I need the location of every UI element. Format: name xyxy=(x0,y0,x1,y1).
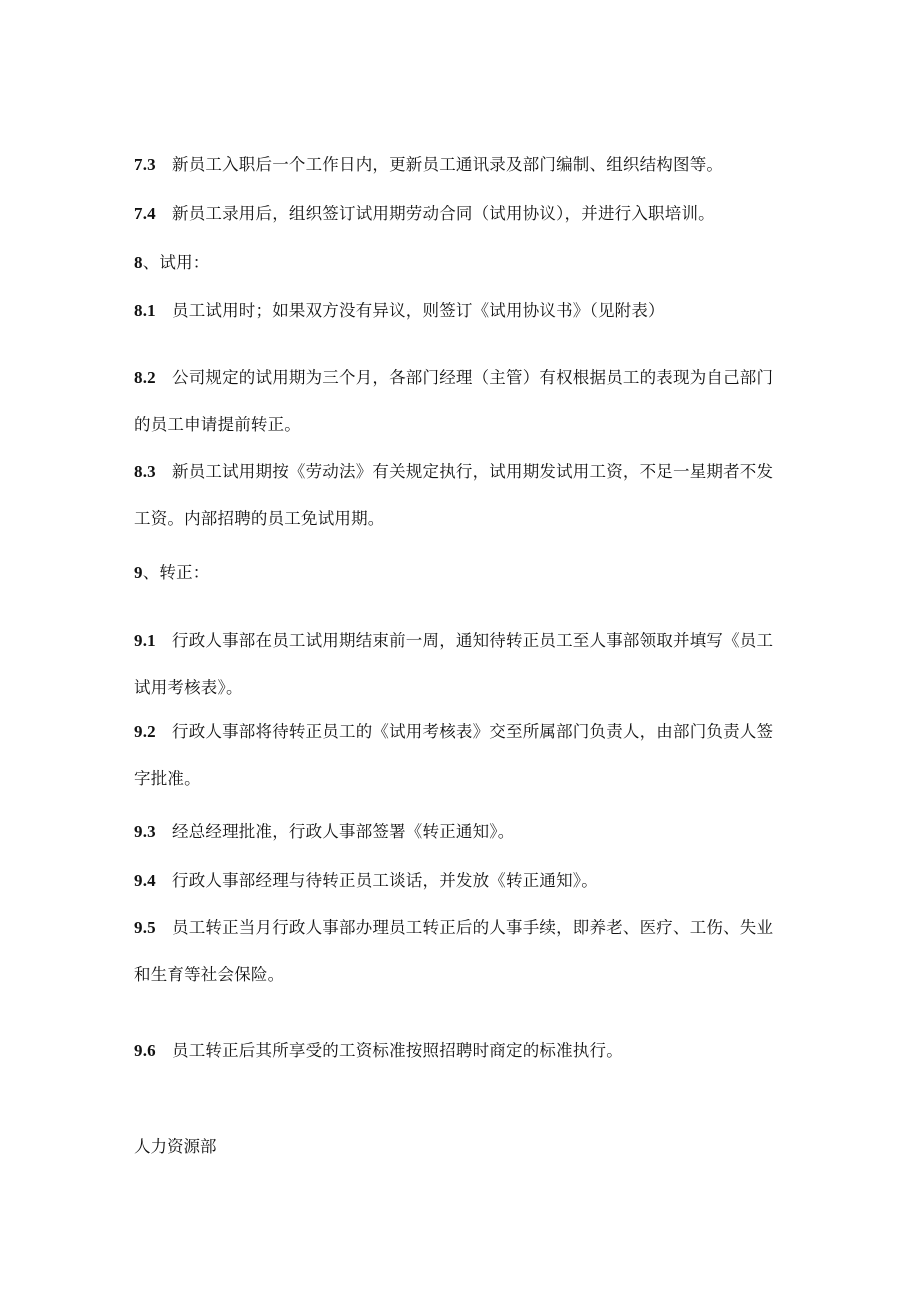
clause-9-5-continued xyxy=(134,965,284,985)
clause-text: 新员工入职后一个工作日内，更新员工通讯录及部门编制、组织结构图等。 xyxy=(172,155,724,174)
clause-8-2 xyxy=(134,368,773,388)
clause-text: 试用考核表》。 xyxy=(134,678,243,697)
clause-9-2 xyxy=(134,722,773,742)
clause-text: 新员工录用后，组织签订试用期劳动合同（试用协议），并进行入职培训。 xyxy=(172,204,715,223)
clause-text: 新员工试用期按《劳动法》有关规定执行，试用期发试用工资，不足一星期者不发 xyxy=(172,462,774,481)
clause-9-3 xyxy=(134,822,514,842)
clause-number: 9.3 xyxy=(134,822,156,841)
clause-text: 员工转正当月行政人事部办理员工转正后的人事手续，即养老、医疗、工伤、失业 xyxy=(172,918,774,937)
clause-9-1-continued xyxy=(134,678,243,698)
clause-number: 9.4 xyxy=(134,871,156,890)
clause-text: 字批准。 xyxy=(134,769,201,788)
clause-number: 9.6 xyxy=(134,1041,156,1060)
section-number: 8 xyxy=(134,253,143,272)
clause-number: 9.2 xyxy=(134,722,156,741)
clause-7-3 xyxy=(134,155,723,175)
clause-9-5 xyxy=(134,918,773,938)
clause-number: 7.3 xyxy=(134,155,156,174)
clause-text: 行政人事部在员工试用期结束前一周，通知待转正员工至人事部领取并填写《员工 xyxy=(172,631,774,650)
clause-9-2-continued xyxy=(134,769,201,789)
clause-text: 员工转正后其所享受的工资标准按照招聘时商定的标准执行。 xyxy=(172,1041,623,1060)
section-number: 9 xyxy=(134,563,143,582)
department-signature: 人力资源部 xyxy=(134,1137,217,1156)
clause-text: 行政人事部经理与待转正员工谈话，并发放《转正通知》。 xyxy=(172,871,598,890)
clause-8-3-continued xyxy=(134,509,385,529)
section-title: 、试用： xyxy=(142,253,210,272)
clause-text: 经总经理批准，行政人事部签署《转正通知》。 xyxy=(172,822,515,841)
clause-7-4 xyxy=(134,204,715,224)
clause-text: 工资。内部招聘的员工免试用期。 xyxy=(134,509,385,528)
clause-text: 和生育等社会保险。 xyxy=(134,965,285,984)
clause-number: 9.1 xyxy=(134,631,156,650)
clause-text: 公司规定的试用期为三个月，各部门经理（主管）有权根据员工的表现为自己部门 xyxy=(172,368,774,387)
clause-8-3 xyxy=(134,462,773,482)
section-9-heading xyxy=(134,563,210,583)
clause-9-1 xyxy=(134,631,773,651)
clause-8-2-continued xyxy=(134,415,301,435)
clause-number: 8.2 xyxy=(134,368,156,387)
clause-text: 的员工申请提前转正。 xyxy=(134,415,301,434)
clause-text: 行政人事部将待转正员工的《试用考核表》交至所属部门负责人，由部门负责人签 xyxy=(172,722,774,741)
section-title: 、转正： xyxy=(142,563,210,582)
section-8-heading xyxy=(134,253,210,273)
clause-number: 9.5 xyxy=(134,918,156,937)
clause-number: 7.4 xyxy=(134,204,156,223)
clause-9-6 xyxy=(134,1041,623,1061)
clause-number: 8.1 xyxy=(134,301,156,320)
clause-8-1 xyxy=(134,301,665,321)
clause-text: 员工试用时；如果双方没有异议，则签订《试用协议书》（见附表） xyxy=(172,301,665,320)
clause-9-4 xyxy=(134,871,598,891)
clause-number: 8.3 xyxy=(134,462,156,481)
